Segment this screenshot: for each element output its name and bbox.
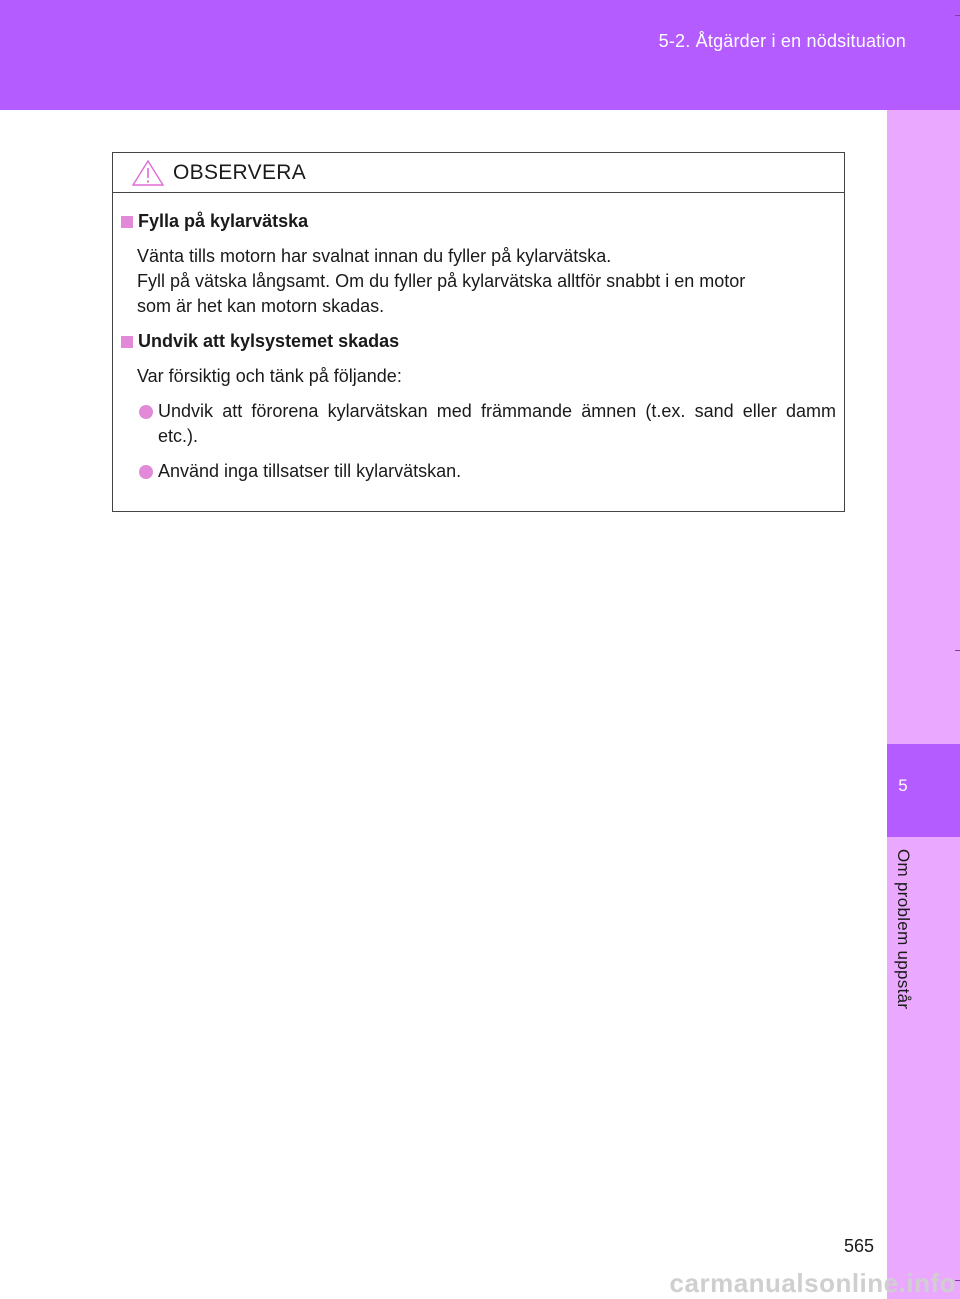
list-item: Använd inga tillsatser till kylarvätskan. (121, 459, 836, 484)
caution-box (112, 152, 845, 512)
chapter-title: Om problem uppstår (894, 849, 913, 1010)
caution-header (113, 153, 844, 193)
list-item: Undvik att förorena kylarvätskan med främmande ämnen (t.ex. sand eller damm etc.). (121, 399, 836, 449)
crop-mark (955, 15, 960, 16)
square-bullet-icon (121, 216, 133, 228)
section-intro: Var försiktig och tänk på följande: (137, 366, 402, 386)
crop-mark (955, 650, 960, 651)
section-heading: Undvik att kylsystemet skadas (121, 329, 836, 354)
chapter-number: 5 (898, 776, 908, 795)
watermark: carmanualsonline.info (669, 1268, 956, 1298)
circle-bullet-icon (139, 465, 153, 479)
section-title: 5-2. Åtgärder i en nödsituation (658, 31, 906, 51)
section-paragraph: Vänta tills motorn har svalnat innan du fyller på kylarvätska. Fyll på vätska långsamt. Om du fyller på kylarvätska alltför snabbt i en motor som är het kan motorn skadas. (137, 246, 746, 316)
warning-triangle-icon (131, 159, 165, 187)
header-band (0, 0, 960, 110)
side-tab-upper (887, 110, 960, 744)
circle-bullet-icon (139, 405, 153, 419)
page-number: 565 (843, 1236, 874, 1256)
square-bullet-icon (121, 336, 133, 348)
caution-body (113, 193, 844, 484)
caution-title: OBSERVERA (173, 160, 307, 184)
section-heading: Fylla på kylarvätska (121, 209, 836, 234)
